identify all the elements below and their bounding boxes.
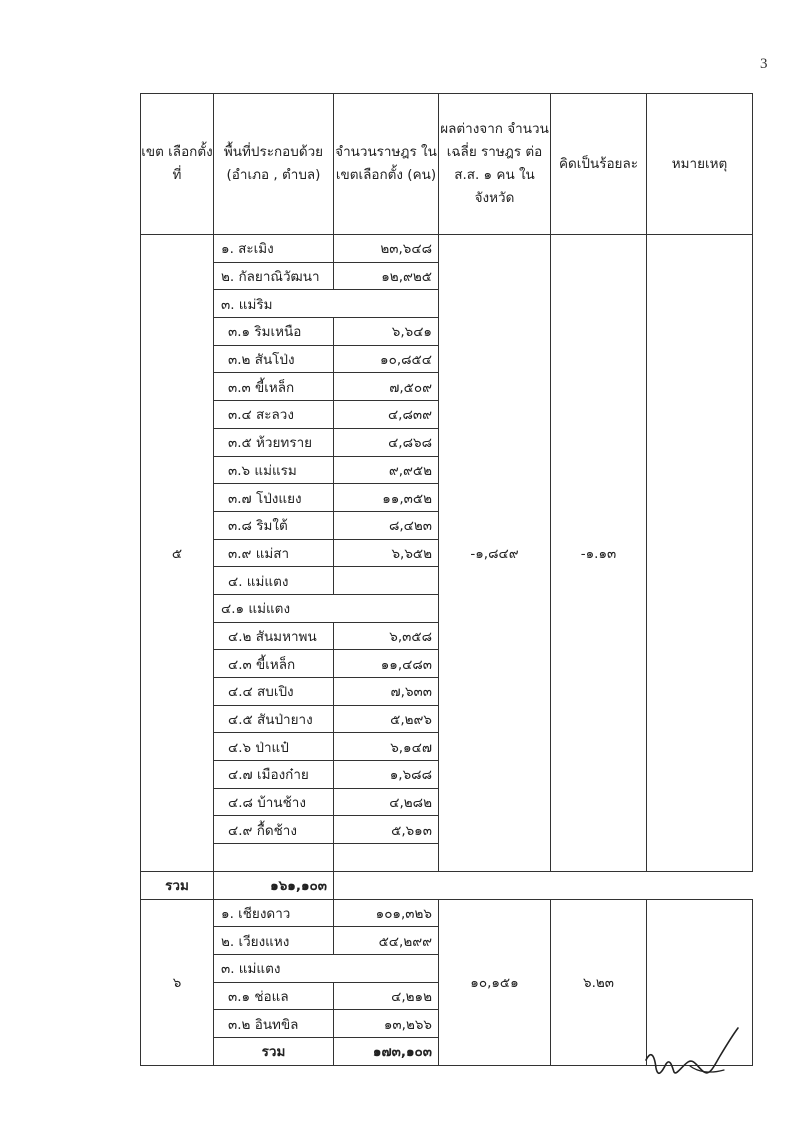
population-value: ๖,๖๔๑ <box>334 318 439 346</box>
difference-value: ๑๐,๑๕๑ <box>439 899 551 1065</box>
amphoe-heading: ๔.๑ แม่แตง <box>214 594 439 622</box>
population-value: ๘,๔๒๓ <box>334 511 439 539</box>
population-value: ๖,๓๕๘ <box>334 622 439 650</box>
area-name: ๔. แม่แตง <box>214 567 334 595</box>
area-name: ๓.๗ โป่งแยง <box>214 484 334 512</box>
area-name: ๔.๗ เมืองก๋าย <box>214 761 334 789</box>
area-name: ๒. เวียงแหง <box>214 927 334 955</box>
population-value: ๒๓,๖๔๘ <box>334 235 439 263</box>
total-label: รวม <box>141 871 214 899</box>
population-value: ๑๑,๔๘๓ <box>334 650 439 678</box>
area-name: ๔.๔ สบเปิง <box>214 678 334 706</box>
district-number: ๕ <box>141 235 214 872</box>
area-name: ๑. เชียงดาว <box>214 899 334 927</box>
area-name: ๓.๖ แม่แรม <box>214 456 334 484</box>
table-row <box>141 899 753 927</box>
header-population: จำนวนราษฎร ในเขตเลือกตั้ง (คน) <box>334 94 439 235</box>
population-value: ๑๐,๘๕๔ <box>334 345 439 373</box>
population-value: ๔,๒๑๒ <box>334 982 439 1010</box>
area-name: ๔.๒ สันมหาพน <box>214 622 334 650</box>
population-value: ๑๓,๒๖๖ <box>334 1010 439 1038</box>
area-name: ๑. สะเมิง <box>214 235 334 263</box>
page-number: 3 <box>760 56 768 72</box>
area-name: ๓.๑ ช่อแล <box>214 982 334 1010</box>
total-value: ๑๖๑,๑๐๓ <box>214 871 334 899</box>
population-value <box>334 844 439 872</box>
area-name: ๓.๔ สะลวง <box>214 401 334 429</box>
area-name: ๓.๓ ขี้เหล็ก <box>214 373 334 401</box>
population-value: ๖,๑๔๗ <box>334 733 439 761</box>
difference-value: -๑,๘๔๙ <box>439 235 551 872</box>
area-name: ๒. กัลยาณิวัฒนา <box>214 262 334 290</box>
amphoe-heading: ๓. แม่แตง <box>214 954 439 982</box>
population-value: ๕๔,๒๙๙ <box>334 927 439 955</box>
area-name: ๔.๕ สันป่ายาง <box>214 705 334 733</box>
area-name: ๓.๕ ห้วยทราย <box>214 428 334 456</box>
area-name: ๓.๒ อินทขิล <box>214 1010 334 1038</box>
header-area: พื้นที่ประกอบด้วย (อำเภอ , ตำบล) <box>214 94 334 235</box>
population-value: ๑๐๑,๓๒๖ <box>334 899 439 927</box>
constituency-table <box>140 93 753 1066</box>
population-value: ๔,๒๘๒ <box>334 788 439 816</box>
population-value: ๕,๖๑๓ <box>334 816 439 844</box>
area-name <box>214 844 334 872</box>
remark-cell <box>647 235 753 872</box>
total-label: รวม <box>214 1037 334 1065</box>
district-number: ๖ <box>141 899 214 1065</box>
population-value <box>334 567 439 595</box>
population-value: ๕,๒๙๖ <box>334 705 439 733</box>
area-name: ๔.๘ บ้านช้าง <box>214 788 334 816</box>
area-name: ๔.๙ กื้ดช้าง <box>214 816 334 844</box>
area-name: ๓.๙ แม่สา <box>214 539 334 567</box>
population-value: ๔,๘๓๙ <box>334 401 439 429</box>
percent-value: -๑.๑๓ <box>551 235 647 872</box>
population-value: ๖,๖๕๒ <box>334 539 439 567</box>
area-name: ๔.๓ ขี้เหล็ก <box>214 650 334 678</box>
area-name: ๓.๘ ริมใต้ <box>214 511 334 539</box>
total-value: ๑๗๓,๑๐๓ <box>334 1037 439 1065</box>
population-value: ๑,๖๘๘ <box>334 761 439 789</box>
population-value: ๗,๕๐๙ <box>334 373 439 401</box>
population-value: ๑๒,๙๒๕ <box>334 262 439 290</box>
amphoe-heading: ๓. แม่ริม <box>214 290 439 318</box>
header-difference: ผลต่างจาก จำนวนเฉลี่ย ราษฎร ต่อ ส.ส. ๑ คน ในจังหวัด <box>439 94 551 235</box>
area-name: ๓.๒ สันโป่ง <box>214 345 334 373</box>
population-value: ๑๑,๓๕๒ <box>334 484 439 512</box>
population-value: ๔,๘๖๘ <box>334 428 439 456</box>
percent-value: ๖.๒๓ <box>551 899 647 1065</box>
area-name: ๓.๑ ริมเหนือ <box>214 318 334 346</box>
header-district: เขต เลือกตั้งที่ <box>141 94 214 235</box>
population-value: ๙,๙๕๒ <box>334 456 439 484</box>
area-name: ๔.๖ ป่าแป๋ <box>214 733 334 761</box>
header-percent: คิดเป็นร้อยละ <box>551 94 647 235</box>
table-row <box>141 871 753 899</box>
population-value: ๗,๖๓๓ <box>334 678 439 706</box>
signature-mark <box>640 1022 750 1092</box>
table-row <box>141 235 753 263</box>
header-remark: หมายเหตุ <box>647 94 753 235</box>
